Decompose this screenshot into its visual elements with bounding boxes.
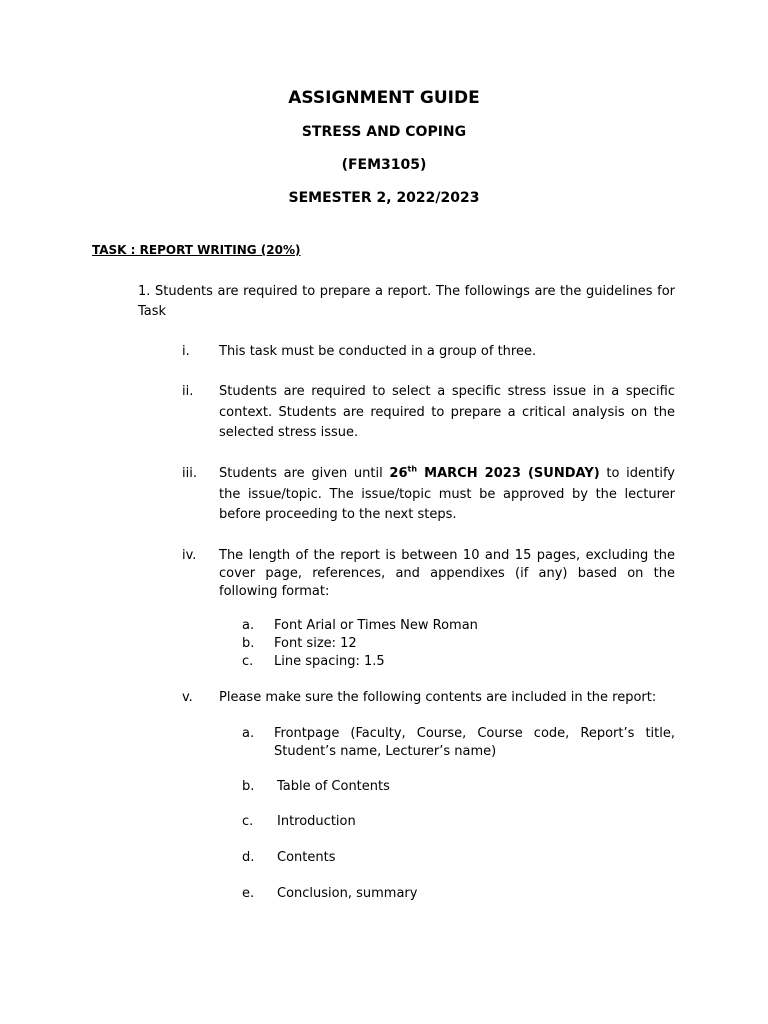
intro-number: 1. [138,284,151,299]
intro-paragraph [138,282,675,321]
content-label: c. [242,814,254,829]
content-label: b. [242,779,255,794]
format-item: Font size: 12 [274,636,357,651]
deadline-suffix: th [407,464,418,474]
guideline-label: v. [182,690,193,705]
format-item: Line spacing: 1.5 [274,654,385,669]
content-item: Contents [277,850,336,865]
guideline-label: ii. [182,384,194,399]
deadline-text-after: to identify the issue/topic. The issue/topic must be approved by the lecturer before proceeding to the next steps. [219,466,675,522]
document-title: ASSIGNMENT GUIDE [288,88,480,108]
deadline-date: MARCH 2023 (SUNDAY) [417,466,600,481]
guideline-text: This task must be conducted in a group of three. [219,344,537,359]
content-item: Frontpage (Faculty, Course, Course code, Report’s title, Student’s name, Lecturer’s name) [274,726,675,759]
content-label: a. [242,726,255,741]
content-item: Table of Contents [277,779,390,794]
format-label: b. [242,636,255,651]
format-item: Font Arial or Times New Roman [274,618,478,633]
course-name: STRESS AND COPING [301,124,467,140]
guideline-label: iv. [182,548,197,563]
course-code: (FEM3105) [341,157,427,173]
task-heading: TASK : REPORT WRITING (20%) [92,243,301,257]
content-label: e. [242,886,255,901]
intro-text: Students are required to prepare a report. The followings are the guidelines for Task [138,284,675,319]
semester: SEMESTER 2, 2022/2023 [288,190,480,206]
format-label: a. [242,618,255,633]
guideline-text: The length of the report is between 10 and 15 pages, excluding the cover page, references, and appendixes (if any) based on the following format: [219,548,675,599]
deadline-text-before: Students are given until [219,466,390,481]
content-item: Conclusion, summary [277,886,418,901]
guideline-text: Please make sure the following contents are included in the report: [219,690,657,705]
content-label: d. [242,850,255,865]
guideline-label: i. [182,344,190,359]
guideline-label: iii. [182,466,197,481]
content-item: Introduction [277,814,356,829]
guideline-text [219,464,675,526]
guideline-text: Students are required to select a specific stress issue in a specific context. Students are required to prepare a critical analysis on the selected stress issue. [219,384,675,440]
deadline-day: 26 [389,466,408,481]
format-label: c. [242,654,254,669]
